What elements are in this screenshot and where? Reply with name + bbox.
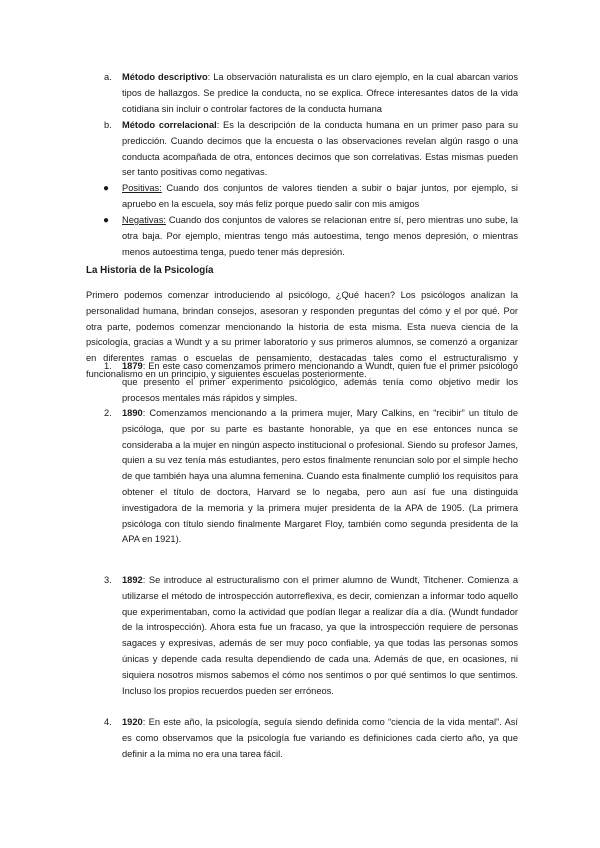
list-item-text <box>122 118 518 181</box>
term-label: Método descriptivo <box>122 72 208 82</box>
list-item-text <box>122 181 518 213</box>
year-description: : Se introduce al estructuralismo con el primer alumno de Wundt, Titchener. Comienza a utilizarse el método de introspección autorreflexiva, es decir, comienzan a informar todo aquello que experimentaban, como la actividad que podían llegar a realizar día a día. (Wundt fundador de la introspección). Ahora esta fue un fracaso, ya que la introspección requiere de personas sagaces y expresivas, además de ser muy poco confiable, ya que todas las personas somos únicas y depende cada resulta dependiendo de cada una. Además de que, en ocasiones, ni siquiera nosotros mismos sabemos el cómo nos sentimos o por qué sentimos lo que sentimos. Incluso los propios recuerdos pueden ser erróneos. <box>122 575 518 696</box>
list-item-text <box>122 406 518 548</box>
list-marker: b. <box>104 120 112 130</box>
year-label: 1920 <box>122 717 143 727</box>
term-description: : Es la descripción de la conducta humana en un primer paso para su predicción. Cuando decimos que la encuesta o las observaciones revelan algún rasgo o una conducta acompañada de otra, entonces decimos que son correlativas. Estas mismas pueden ser tanto positivas como negativas. <box>122 120 518 178</box>
list-marker: 4. <box>104 717 112 727</box>
year-description: : En este año, la psicología, seguía siendo definida como “ciencia de la vida mental”. Así es como observamos que la psicología fue variando es definiciones cada cierto año, ya que definir a la mima no era una tarea fácil. <box>122 717 518 759</box>
term-description: Cuando dos conjuntos de valores tienden a subir o bajar juntos, por ejemplo, si apruebo en la escuela, soy más feliz porque puedo salir con mis amigos <box>122 183 518 209</box>
year-label: 1890 <box>122 408 143 418</box>
list-item-text <box>122 715 518 762</box>
list-item-text <box>122 213 518 260</box>
year-label: 1892 <box>122 575 143 585</box>
term-description: Cuando dos conjuntos de valores se relacionan entre sí, pero mientras uno sube, la otra baja. Por ejemplo, mientras tengo más autoestima, tengo menos depresión, o mientras menos autoestima tenga, puedo tener más depresión. <box>122 215 518 257</box>
list-marker: 3. <box>104 575 112 585</box>
list-marker: a. <box>104 72 112 82</box>
list-item-text <box>122 70 518 117</box>
year-description: : En este caso comenzamos primero mencionando a Wundt, quien fue el primer psicólogo que presento el primer experimento psicológico, además tenía como objetivo medir los procesos mentales más rápidos y simples. <box>122 361 518 403</box>
list-item-text <box>122 573 518 699</box>
bullet-icon: ● <box>103 215 110 226</box>
list-marker: 2. <box>104 408 112 418</box>
intro-paragraph: Primero podemos comenzar introduciendo al psicólogo, ¿Qué hacen? Los psicólogos analizan la personalidad humana, brindan consejos, asesoran y responden preguntas del cómo y el por qué. Por otra parte, podemos comenzar mencionando la historia de esta misma. Esta nueva ciencia de la psicología, gracias a Wundt y a su primer laboratorio y sus primeros alumnos, se comenzó a organizar en diferentes ramas o escuelas de pensamiento, destacadas tales como el estructuralismo y funcionalismo en un principio, y siguientes escuelas posteriormente. <box>86 290 518 379</box>
list-marker: 1. <box>104 361 112 371</box>
section-heading: La Historia de la Psicología <box>86 265 214 276</box>
bullet-icon: ● <box>103 183 110 194</box>
term-label: Negativas: <box>122 215 166 225</box>
term-description: : La observación naturalista es un claro ejemplo, en la cual abarcan varios tipos de hallazgos. Se predice la conducta, no se explica. Ofrece interesantes datos de la vida cotidiana sin incluir o controlar factores de la conducta humana <box>122 72 518 114</box>
term-label: Método correlacional <box>122 120 217 130</box>
year-description: : Comenzamos mencionando a la primera mujer, Mary Calkins, en “recibir” un título de psicóloga, que por su parte es bastante honorable, ya que en ese entonces nunca se consideraba a la mujer en ningún aspecto institucional o profesional. Siendo su profesor James, quien a su vez tenía más estudiantes, pero estos finalmente renuncian solo por el simple hecho de que también haya una alumna femenina. Cuando esta finalmente cumplió los requisitos para obtener el título de doctora, Harvard se lo negaba, pero aun así fue una distinguida investigadora de la memoria y la primera mujer presidenta de la APA de 1905. (La primera psicóloga con título siendo finalmente Margaret Floy, también como segunda presidenta de la APA en 1921). <box>122 408 518 545</box>
term-label: Positivas: <box>122 183 162 193</box>
year-label: 1879 <box>122 361 143 371</box>
list-item-text <box>122 359 518 406</box>
